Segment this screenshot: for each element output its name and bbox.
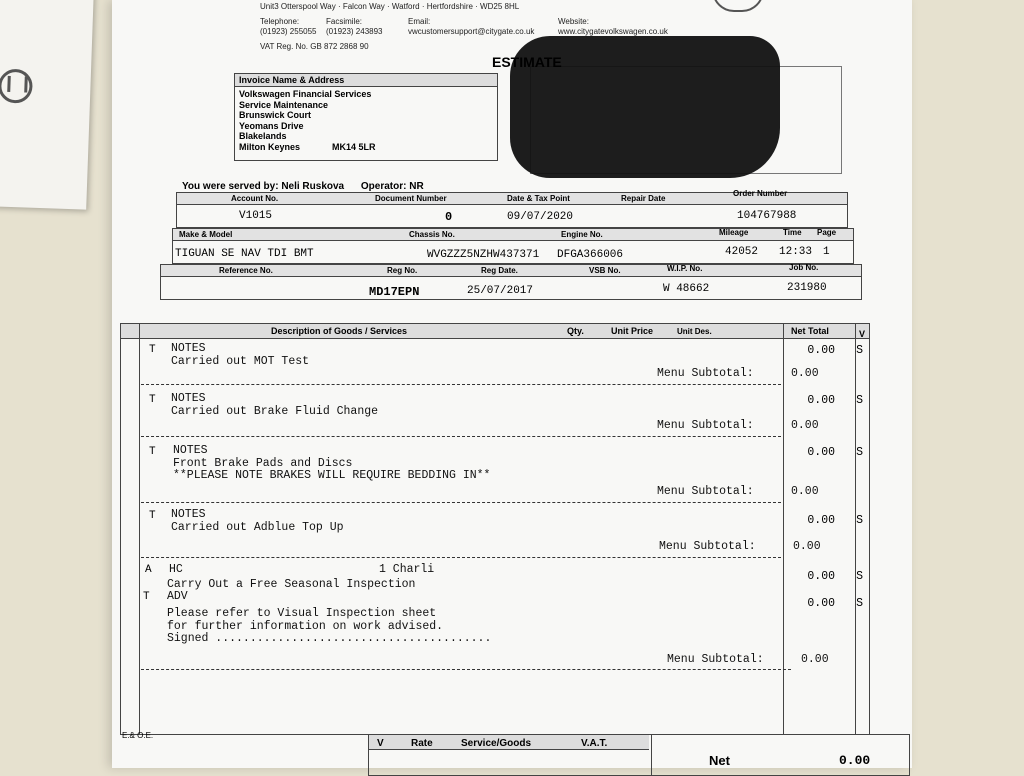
reg-no-value: MD17EPN [369, 285, 420, 299]
operator-value: NR [409, 181, 424, 192]
line-amount: 0.00 [807, 446, 835, 459]
line-amount: 0.00 [807, 394, 835, 407]
engine-no-value: DFGA366006 [557, 249, 624, 261]
line-flag: T [143, 591, 150, 603]
email-value: vwcustomersupport@citygate.co.uk [408, 27, 535, 36]
fax-value: (01923) 243893 [326, 27, 383, 36]
vw-logo-icon [712, 0, 764, 12]
menu-subtotal-label: Menu Subtotal: [657, 419, 754, 432]
line-item-description [173, 445, 490, 483]
line-text: **PLEASE NOTE BRAKES WILL REQUIRE BEDDING IN** [173, 469, 491, 482]
separator [141, 384, 781, 385]
vat-code: S [856, 446, 863, 459]
line-text: NOTES [171, 508, 206, 521]
column-divider [651, 735, 652, 775]
menu-subtotal-value: 0.00 [791, 485, 819, 498]
address-line: Blakelands [239, 131, 287, 141]
net-value: 0.00 [839, 753, 871, 768]
line-text: NOTES [173, 444, 208, 457]
menu-subtotal-value: 0.00 [793, 540, 821, 553]
menu-subtotal-value: 0.00 [791, 367, 819, 380]
time-header: Time [783, 228, 802, 237]
line-item-description [171, 509, 344, 534]
line-code: ADV [167, 590, 188, 603]
line-amount: 0.00 [807, 514, 835, 527]
service-goods-header: Service/Goods [461, 738, 532, 749]
vw-logo-icon [0, 69, 33, 104]
separator [141, 436, 781, 437]
line-text: Front Brake Pads and Discs [173, 456, 353, 470]
registration-details-row [160, 264, 862, 300]
vat-code: S [856, 597, 863, 610]
order-number-header: Order Number [733, 189, 788, 198]
address-line: Brunswick Court [239, 110, 312, 120]
line-item-description [171, 343, 309, 368]
menu-subtotal-label: Menu Subtotal: [659, 540, 756, 553]
served-by-label: You were served by: [182, 181, 279, 192]
net-label: Net [709, 753, 730, 768]
address-city-line [239, 142, 493, 153]
line-flag: T [149, 344, 156, 356]
reg-date-header: Reg Date. [481, 266, 518, 275]
separator [141, 669, 791, 670]
column-divider [783, 324, 784, 734]
website-value: www.citygatevolkswagen.co.uk [558, 27, 668, 36]
page-value: 1 [823, 246, 830, 258]
menu-subtotal-label: Menu Subtotal: [667, 653, 764, 666]
served-by-line [182, 181, 424, 192]
address-line: Volkswagen Financial Services [239, 89, 372, 99]
line-text: Carried out Adblue Top Up [171, 520, 344, 534]
fax-label: Facsimile: [326, 17, 363, 26]
operator-label: Operator: [360, 181, 407, 192]
email-label: Email: [408, 17, 431, 26]
line-text: Carry Out a Free Seasonal Inspection [167, 578, 416, 591]
services-table-header [121, 324, 869, 339]
vat-code: S [856, 570, 863, 583]
line-text: NOTES [171, 392, 206, 405]
account-no-value: V1015 [239, 210, 273, 222]
address-line: Yeomans Drive [239, 120, 304, 131]
vat-code: S [856, 394, 863, 407]
vat-code: S [856, 514, 863, 527]
make-model-header: Make & Model [179, 230, 233, 239]
line-text: Please refer to Visual Inspection sheet [167, 607, 437, 620]
line-flag: A [145, 564, 152, 576]
job-no-value: 231980 [787, 282, 827, 294]
menu-subtotal-value: 0.00 [791, 419, 819, 432]
repair-date-header: Repair Date [621, 194, 666, 203]
wip-no-header: W.I.P. No. [667, 264, 703, 273]
make-model-value: TIGUAN SE NAV TDI BMT [175, 248, 314, 260]
website-block [558, 17, 668, 37]
date-tax-point-header: Date & Tax Point [507, 194, 570, 203]
menu-subtotal-value: 0.00 [801, 653, 829, 666]
line-code: HC [169, 563, 183, 576]
wip-no-value: W 48662 [663, 283, 710, 295]
vat-number: VAT Reg. No. GB 872 2868 90 [260, 42, 369, 51]
address-city: Milton Keynes [239, 141, 301, 152]
vsb-no-header: VSB No. [589, 266, 621, 275]
chassis-no-header: Chassis No. [409, 230, 455, 239]
document-number-value: 0 [445, 210, 453, 224]
net-total-header: Net Total [791, 326, 829, 336]
column-divider [855, 324, 856, 734]
email-block [408, 17, 534, 37]
signature-line: Signed ........................................ [167, 632, 492, 645]
line-amount: 0.00 [807, 344, 835, 357]
website-label: Website: [558, 17, 589, 26]
job-no-header: Job No. [789, 263, 819, 272]
line-amount: 0.00 [807, 570, 835, 583]
vat-header: V.A.T. [581, 738, 608, 749]
chassis-no-value: WVGZZZ5NZHW437371 [427, 249, 540, 261]
telephone-value: (01923) 255055 [260, 27, 317, 36]
advisory-text [167, 608, 491, 646]
reg-date-value: 25/07/2017 [467, 285, 534, 297]
line-text: for further information on work advised. [167, 619, 444, 633]
date-tax-point-value: 09/07/2020 [507, 211, 574, 223]
engine-no-header: Engine No. [561, 230, 603, 239]
mileage-header: Mileage [719, 228, 749, 237]
background-paper [0, 0, 94, 210]
description-header: Description of Goods / Services [271, 326, 408, 336]
services-table [120, 323, 870, 735]
vat-code: S [856, 344, 863, 357]
order-number-value: 104767988 [737, 210, 797, 222]
account-no-header: Account No. [231, 194, 279, 203]
address-line: Service Maintenance [239, 99, 329, 110]
document-type: ESTIMATE [492, 54, 562, 70]
telephone-label: Telephone: [260, 17, 300, 26]
invoice-box-title: Invoice Name & Address [235, 74, 497, 87]
menu-subtotal-label: Menu Subtotal: [657, 485, 754, 498]
vat-rate-header: Rate [411, 738, 433, 749]
line-amount: 0.00 [807, 597, 835, 610]
eoe-note: E.& O.E. [122, 731, 154, 740]
telephone-block [260, 17, 317, 37]
separator [141, 502, 781, 503]
line-flag: T [149, 394, 156, 406]
mileage-value: 42052 [725, 246, 759, 258]
page-header: Page [817, 228, 837, 237]
invoice-address-box [234, 73, 498, 161]
document-number-header: Document Number [375, 194, 447, 203]
dealer-address: Unit3 Otterspool Way · Falcon Way · Watford · Hertfordshire · WD25 8HL [260, 2, 520, 11]
separator [141, 557, 781, 558]
vat-summary-table [368, 734, 910, 776]
line-flag: T [149, 446, 156, 458]
time-value: 12:33 [779, 246, 813, 258]
served-by-name: Neli Ruskova [281, 181, 345, 192]
column-divider [139, 324, 140, 734]
unit-des-header: Unit Des. [677, 327, 712, 336]
menu-subtotal-label: Menu Subtotal: [657, 367, 754, 380]
line-text: Carried out Brake Fluid Change [171, 404, 379, 418]
technician-name: 1 Charli [379, 563, 435, 576]
line-item-description [171, 393, 378, 418]
fax-block [326, 17, 383, 37]
v-header: V [859, 329, 866, 339]
line-text: Carried out MOT Test [171, 354, 310, 368]
reg-no-header: Reg No. [387, 266, 418, 275]
line-flag: T [149, 510, 156, 522]
vehicle-details-row [172, 228, 854, 264]
address-postcode: MK14 5LR [332, 141, 376, 152]
reference-no-header: Reference No. [219, 266, 273, 275]
estimate-document [112, 0, 912, 768]
qty-header: Qty. [567, 326, 584, 336]
vat-v-header: V [377, 738, 384, 749]
unit-price-header: Unit Price [611, 326, 654, 336]
account-details-row [176, 189, 848, 228]
line-text: NOTES [171, 342, 206, 355]
